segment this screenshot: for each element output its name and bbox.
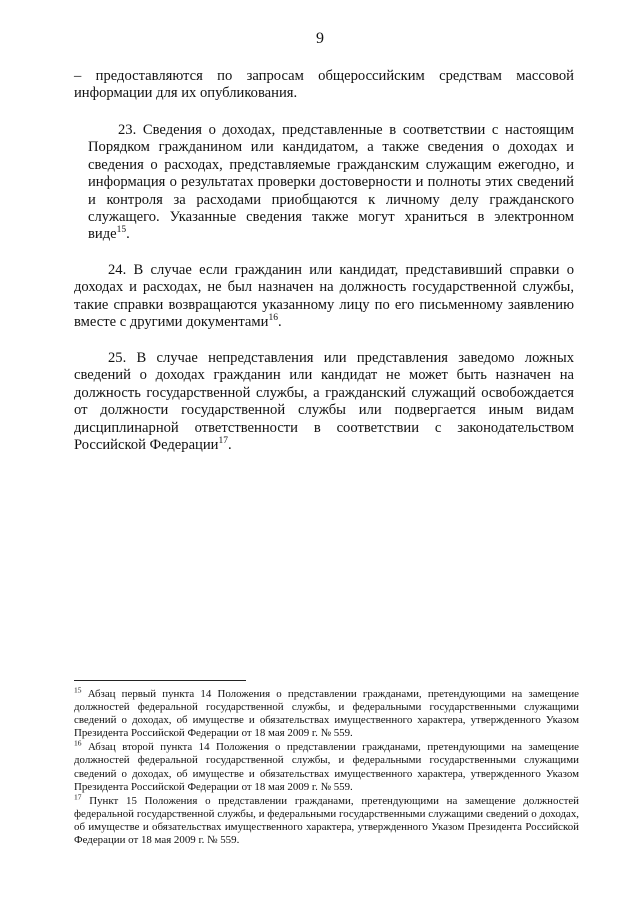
- paragraph-23-text: 23. Сведения о доходах, представленные в соответствии с настоящим Порядком гражданином или кандидатом, а также сведения о доходах и сведения о расходах, представляемые гражданским служащим ежегодно, и информация о результатах проверки достоверности и полноты этих сведений и контроля за расходами приобщаются к личному делу гражданского служащего. Указанные сведения также могут храниться в электронном виде: [88, 122, 574, 243]
- footnote-mark: 17: [74, 792, 82, 802]
- footnote-ref-15[interactable]: 15: [116, 225, 127, 236]
- footnote-mark: 16: [74, 738, 82, 748]
- page-number: 9: [316, 30, 324, 47]
- paragraph-24: 24. В случае если гражданин или кандидат, представивший справки о доходах и расходах, не был назначен на должность государственной службы, такие справки возвращаются указанному лицу по его письменному заявлению вместе с другими документами$^{16}$.: [74, 262, 574, 331]
- footnote-16: [74, 738, 579, 793]
- footnote-text: Пункт 15 Положения о представлении гражданами, претендующими на замещение должностей федеральной государственной службы, и федеральными государственными служащими сведений о доходах, об имуществе и обязательствах имущественного характера, утвержденного Указом Президента Российской Федерации от 18 мая 2009 г. № 559.: [74, 794, 579, 847]
- paragraph-25-text: 25. В случае непредставления или представления заведомо ложных сведений о доходах гражданин или кандидат не может быть назначен на должность государственной службы, а гражданский служащий освобождается от должности государственной службы или подвергается иным видам дисциплинарной ответственности в соответствии с законодательством Российской Федерации: [74, 350, 574, 454]
- footnote-separator: [74, 680, 246, 681]
- footnote-text: Абзац второй пункта 14 Положения о представлении гражданами, претендующими на замещение должностей федеральной государственной службы, и федеральными государственными служащими сведений о доходах, об имуществе и обязательствах имущественного характера, утвержденного Указом Президента Российской Федерации от 18 мая 2009 г. № 559.: [74, 741, 579, 793]
- paragraph-24-text: 24. В случае если гражданин или кандидат, представивший справки о доходах и расходах, не был назначен на должность государственной службы, такие справки возвращаются указанному лицу по его письменному заявлению вместе с другими документами: [74, 262, 574, 331]
- footnote-ref-17[interactable]: 17: [218, 436, 228, 447]
- footnote-text: Абзац первый пункта 14 Положения о представлении гражданами, претендующими на замещение должностей федеральной государственной службы, и федеральными государственными служащими сведений о доходах, об имуществе и обязательствах имущественного характера, утвержденного Указом Президента Российской Федерации от 18 мая 2009 г. № 559.: [74, 688, 579, 740]
- paragraph-23: 23. Сведения о доходах, представленные в соответствии с настоящим Порядком гражданином или кандидатом, а также сведения о доходах и сведения о расходах, представляемые гражданским служащим ежегодно, и информация о результатах проверки достоверности и полноты этих сведений и контроля за расходами приобщаются к личному делу гражданского служащего. Указанные сведения также могут храниться в электронном виде$^{15}$.: [88, 122, 574, 243]
- paragraph-intro: [74, 68, 574, 103]
- footnote-ref-16[interactable]: 16: [268, 313, 278, 324]
- footnote-mark: 15: [74, 685, 82, 695]
- footnote-15: [74, 685, 579, 740]
- paragraph-25: 25. В случае непредставления или представления заведомо ложных сведений о доходах гражданин или кандидат не может быть назначен на должность государственной службы, а гражданский служащий освобождается от должности государственной службы или подвергается иным видам дисциплинарной ответственности в соответствии с законодательством Российской Федерации$^{17}$.: [74, 350, 574, 454]
- footnotes-section: [74, 685, 579, 848]
- paragraph-intro-text: – предоставляются по запросам общероссийским средствам массовой информации для их опубликования.: [74, 68, 574, 102]
- footnote-17: [74, 792, 579, 847]
